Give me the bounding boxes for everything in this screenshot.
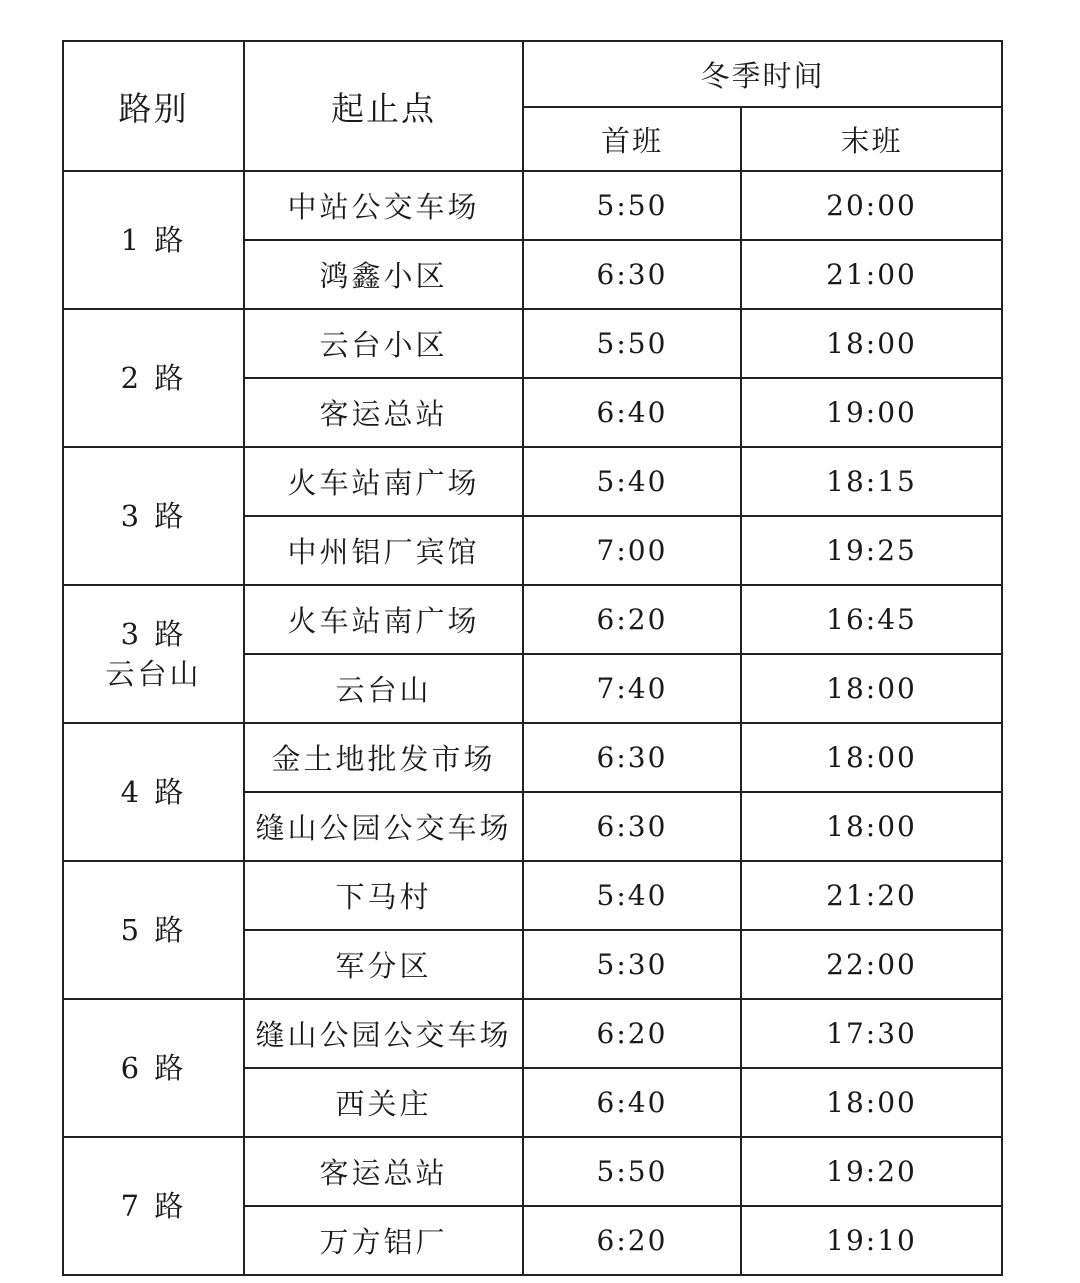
stop-name-cell: 下马村 [244,861,523,930]
last-bus-time-cell: 19:25 [741,516,1002,585]
stop-name-cell: 西关庄 [244,1068,523,1137]
first-bus-time-cell: 5:40 [523,861,741,930]
first-bus-time-cell: 5:40 [523,447,741,516]
table-row [63,447,1002,516]
first-bus-header: 首班 [523,107,741,171]
last-bus-time-cell: 18:00 [741,309,1002,378]
last-bus-time-cell: 21:00 [741,240,1002,309]
table-row [63,309,1002,378]
last-bus-time-cell: 18:00 [741,654,1002,723]
route-name: 3 路 [120,617,187,651]
first-bus-time-cell: 6:30 [523,240,741,309]
last-bus-time-cell: 22:00 [741,930,1002,999]
table-header [63,41,1002,171]
route-name-cell [63,309,244,447]
stop-name-cell: 缝山公园公交车场 [244,792,523,861]
season-header: 冬季时间 [523,41,1002,107]
last-bus-time-cell: 20:00 [741,171,1002,240]
last-bus-header: 末班 [741,107,1002,171]
first-bus-time-cell: 6:40 [523,378,741,447]
table-row [63,171,1002,240]
last-bus-time-cell: 17:30 [741,999,1002,1068]
stop-name-cell: 云台山 [244,654,523,723]
first-bus-time-cell: 5:50 [523,309,741,378]
last-bus-time-cell: 18:00 [741,723,1002,792]
route-name: 7 路 [120,1189,187,1223]
first-bus-time-cell: 6:20 [523,585,741,654]
stop-name-cell: 中州铝厂宾馆 [244,516,523,585]
first-bus-time-cell: 6:30 [523,723,741,792]
route-name-cell [63,447,244,585]
route-name: 4 路 [120,775,187,809]
stop-name-cell: 缝山公园公交车场 [244,999,523,1068]
first-bus-time-cell: 6:20 [523,999,741,1068]
first-bus-time-cell: 5:50 [523,171,741,240]
stops-column-header: 起止点 [244,41,523,171]
route-name: 6 路 [120,1051,187,1085]
stop-name-cell: 客运总站 [244,1137,523,1206]
stop-name-cell: 云台小区 [244,309,523,378]
table-row [63,723,1002,792]
last-bus-time-cell: 18:15 [741,447,1002,516]
table-body [63,171,1002,1275]
route-name-cell [63,1137,244,1275]
route-name-cell [63,723,244,861]
last-bus-time-cell: 19:10 [741,1206,1002,1275]
stop-name-cell: 中站公交车场 [244,171,523,240]
route-name-cell [63,171,244,309]
stop-name-cell: 金土地批发市场 [244,723,523,792]
table-row [63,861,1002,930]
route-name-cell [63,585,244,723]
route-name: 5 路 [120,913,187,947]
route-name: 2 路 [120,361,187,395]
last-bus-time-cell: 19:00 [741,378,1002,447]
stop-name-cell: 火车站南广场 [244,447,523,516]
stop-name-cell: 军分区 [244,930,523,999]
first-bus-time-cell: 5:30 [523,930,741,999]
stop-name-cell: 万方铝厂 [244,1206,523,1275]
first-bus-time-cell: 6:30 [523,792,741,861]
last-bus-time-cell: 18:00 [741,1068,1002,1137]
last-bus-time-cell: 18:00 [741,792,1002,861]
stop-name-cell: 客运总站 [244,378,523,447]
first-bus-time-cell: 6:40 [523,1068,741,1137]
route-column-header: 路别 [63,41,244,171]
route-name-cell [63,861,244,999]
table-row [63,585,1002,654]
route-name: 3 路 [120,499,187,533]
table-row [63,1137,1002,1206]
first-bus-time-cell: 5:50 [523,1137,741,1206]
stop-name-cell: 鸿鑫小区 [244,240,523,309]
first-bus-time-cell: 6:20 [523,1206,741,1275]
route-name: 1 路 [120,223,187,257]
last-bus-time-cell: 21:20 [741,861,1002,930]
route-name-cell [63,999,244,1137]
stop-name-cell: 火车站南广场 [244,585,523,654]
header-row-top [63,41,1002,107]
first-bus-time-cell: 7:00 [523,516,741,585]
route-subname: 云台山 [105,657,202,691]
first-bus-time-cell: 7:40 [523,654,741,723]
table-row [63,999,1002,1068]
bus-schedule-table [62,40,1003,1276]
last-bus-time-cell: 16:45 [741,585,1002,654]
last-bus-time-cell: 19:20 [741,1137,1002,1206]
